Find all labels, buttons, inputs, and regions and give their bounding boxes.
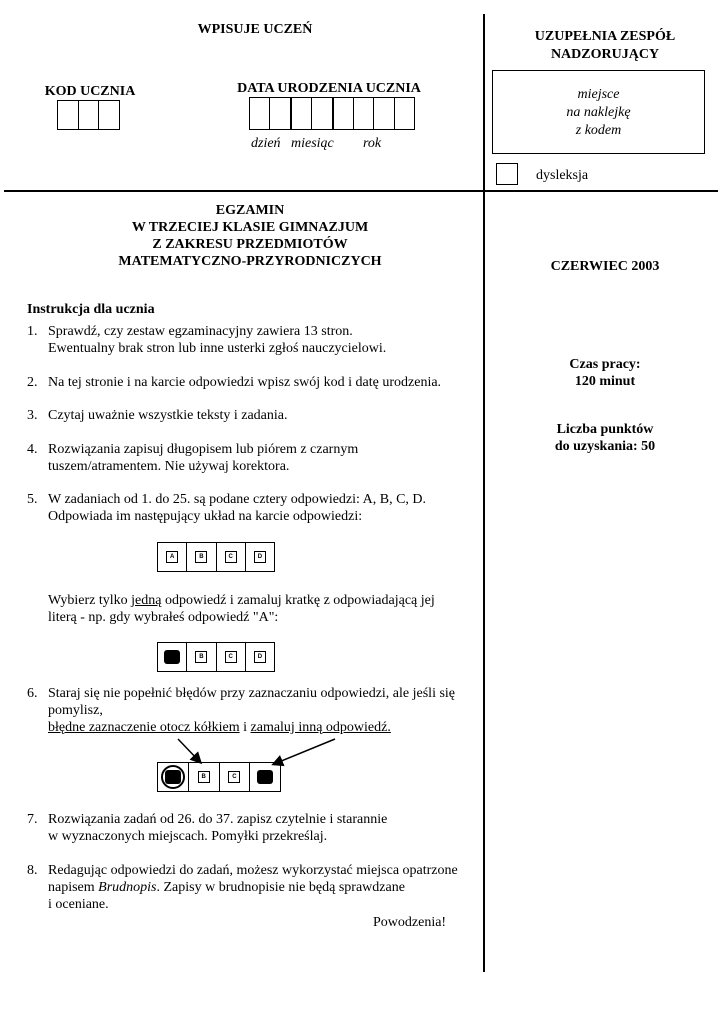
- answer-cell: [220, 763, 251, 791]
- instruction-number: 3.: [27, 408, 38, 423]
- instruction-number: 8.: [27, 863, 38, 878]
- answer-square: A: [166, 551, 178, 563]
- exam-title-line1: EGZAMIN: [215, 203, 285, 218]
- student-code-boxes[interactable]: [57, 100, 120, 130]
- answer-cell: [158, 643, 187, 671]
- instruction-text: Staraj się nie popełnić błędów przy zaznaczaniu odpowiedzi, ale jeśli się: [48, 686, 456, 701]
- answer-cell: [187, 543, 216, 571]
- exam-time-value: 120 minut: [574, 374, 636, 389]
- arrow-to-filled: [274, 739, 335, 764]
- year-label: rok: [363, 136, 382, 151]
- exam-title-line3: Z ZAKRESU PRZEDMIOTÓW: [152, 237, 348, 252]
- instruction-4: [27, 441, 482, 475]
- instruction-6: [27, 685, 482, 736]
- instruction-text: W zadaniach od 1. do 25. są podane cztery odpowiedzi: A, B, C, D.: [48, 492, 427, 507]
- instruction-text: i oceniane.: [48, 897, 109, 912]
- instruction-text: Sprawdź, czy zestaw egzaminacyjny zawiera 13 stron.: [48, 324, 353, 339]
- student-code-label: KOD UCZNIA: [44, 84, 136, 99]
- instruction-text: Redagując odpowiedzi do zadań, możesz wykorzystać miejsca opatrzone: [48, 863, 458, 878]
- instruction-text: w wyznaczonych miejscach. Pomyłki przekreślaj.: [48, 829, 328, 844]
- underlined-phrase: błędne zaznaczenie otocz kółkiem: [48, 720, 240, 735]
- instruction-number: 4.: [27, 442, 38, 457]
- instruction-5: [27, 491, 482, 525]
- exam-points-label: Liczba punktów: [556, 422, 654, 437]
- birthdate-box[interactable]: [334, 98, 354, 129]
- answer-square: C: [225, 551, 237, 563]
- italic-word: Brudnopis: [98, 880, 157, 895]
- answer-cell: [217, 643, 246, 671]
- underlined-phrase: zamaluj inną odpowiedź.: [250, 720, 391, 735]
- instruction-number: 6.: [27, 686, 38, 701]
- dyslexia-checkbox[interactable]: [496, 163, 518, 185]
- answer-cell: [250, 763, 280, 791]
- instruction-8: [27, 862, 482, 913]
- answer-cell: [246, 643, 274, 671]
- exam-date: CZERWIEC 2003: [550, 259, 660, 274]
- instruction-number: 2.: [27, 375, 38, 390]
- underlined-word: jedną: [131, 593, 162, 608]
- answer-square: B: [195, 651, 207, 663]
- instruction-text: napisem Brudnopis. Zapisy w brudnopisie nie będą sprawdzane: [48, 880, 405, 895]
- instruction-text: Na tej stronie i na karcie odpowiedzi wpisz swój kod i datę urodzenia.: [48, 375, 442, 390]
- sticker-line2: na naklejkę: [566, 105, 631, 120]
- answer-cell: [189, 763, 220, 791]
- birthdate-label: DATA URODZENIA UCZNIA: [237, 81, 421, 96]
- instruction-number: 5.: [27, 492, 38, 507]
- answer-example-filled: [157, 642, 275, 672]
- horizontal-divider: [4, 190, 718, 192]
- filled-mark: [257, 770, 273, 784]
- team-section-heading: [500, 28, 710, 64]
- answer-cell: [187, 643, 216, 671]
- birthdate-box[interactable]: [354, 98, 374, 129]
- instruction-2: [27, 374, 482, 391]
- exam-points-value: do uzyskania: 50: [554, 439, 656, 454]
- exam-time: [500, 356, 710, 390]
- answer-square: D: [254, 651, 266, 663]
- answer-square: D: [254, 551, 266, 563]
- answer-square: B: [198, 771, 210, 783]
- answer-cell: [158, 543, 187, 571]
- sticker-text: [492, 86, 705, 140]
- team-section-line1: UZUPEŁNIA ZESPÓŁ: [534, 29, 676, 44]
- birthdate-box[interactable]: [292, 98, 312, 129]
- instruction-5-continued: [27, 592, 482, 626]
- month-label: miesiąc: [291, 136, 334, 151]
- exam-title-line2: W TRZECIEJ KLASIE GIMNAZJUM: [131, 220, 369, 235]
- student-section-heading: WPISUJE UCZEŃ: [197, 22, 313, 37]
- instruction-text: Czytaj uważnie wszystkie teksty i zadania.: [48, 408, 288, 423]
- filled-mark: [164, 650, 180, 664]
- birthdate-box[interactable]: [312, 98, 333, 129]
- answer-example-empty: [157, 542, 275, 572]
- instruction-text: błędne zaznaczenie otocz kółkiem i zamaluj inną odpowiedź.: [48, 720, 391, 735]
- instruction-text: pomylisz,: [48, 703, 103, 718]
- arrow-to-circled: [178, 739, 200, 762]
- instruction-3: [27, 407, 482, 424]
- answer-cell: [217, 543, 246, 571]
- instruction-text: Wybierz tylko jedną odpowiedź i zamaluj kratkę z odpowiadającą jej: [48, 593, 435, 608]
- instruction-1: [27, 323, 482, 357]
- birthdate-boxes[interactable]: [249, 97, 415, 130]
- instruction-7: [27, 811, 482, 845]
- instruction-number: 7.: [27, 812, 38, 827]
- instruction-text: Rozwiązania zapisuj długopisem lub piórem z czarnym: [48, 442, 359, 457]
- answer-example-corrected: [157, 762, 281, 792]
- answer-square: B: [195, 551, 207, 563]
- birthdate-box[interactable]: [270, 98, 291, 129]
- instruction-text: tuszem/atramentem. Nie używaj korektora.: [48, 459, 290, 474]
- instruction-text: Rozwiązania zadań od 26. do 37. zapisz czytelnie i starannie: [48, 812, 388, 827]
- sticker-line3: z kodem: [575, 123, 622, 138]
- day-label: dzień: [251, 136, 281, 151]
- instruction-text: literą - np. gdy wybrałeś odpowiedź "A":: [48, 610, 279, 625]
- exam-time-label: Czas pracy:: [569, 357, 641, 372]
- exam-points: [500, 421, 710, 455]
- instruction-number: 1.: [27, 324, 38, 339]
- answer-cell: [246, 543, 274, 571]
- instructions-title: Instrukcja dla ucznia: [27, 302, 155, 317]
- birthdate-box[interactable]: [395, 98, 414, 129]
- filled-mark: [165, 770, 181, 784]
- exam-title: [30, 202, 470, 270]
- answer-square: C: [225, 651, 237, 663]
- birthdate-box[interactable]: [250, 98, 270, 129]
- code-box[interactable]: [58, 101, 79, 129]
- closing-text: Powodzenia!: [373, 915, 447, 930]
- vertical-divider: [483, 14, 485, 972]
- birthdate-box[interactable]: [374, 98, 394, 129]
- instruction-text: Ewentualny brak stron lub inne usterki zgłoś nauczycielowi.: [48, 341, 387, 356]
- answer-cell: [158, 763, 189, 791]
- dyslexia-label: dysleksja: [536, 168, 589, 183]
- instruction-text: Odpowiada im następujący układ na karcie odpowiedzi:: [48, 509, 363, 524]
- sticker-line1: miejsce: [577, 87, 620, 102]
- answer-square: C: [228, 771, 240, 783]
- exam-title-line4: MATEMATYCZNO-PRZYRODNICZYCH: [118, 254, 382, 269]
- code-box[interactable]: [79, 101, 100, 129]
- team-section-line2: NADZORUJĄCY: [550, 47, 660, 62]
- code-box[interactable]: [99, 101, 119, 129]
